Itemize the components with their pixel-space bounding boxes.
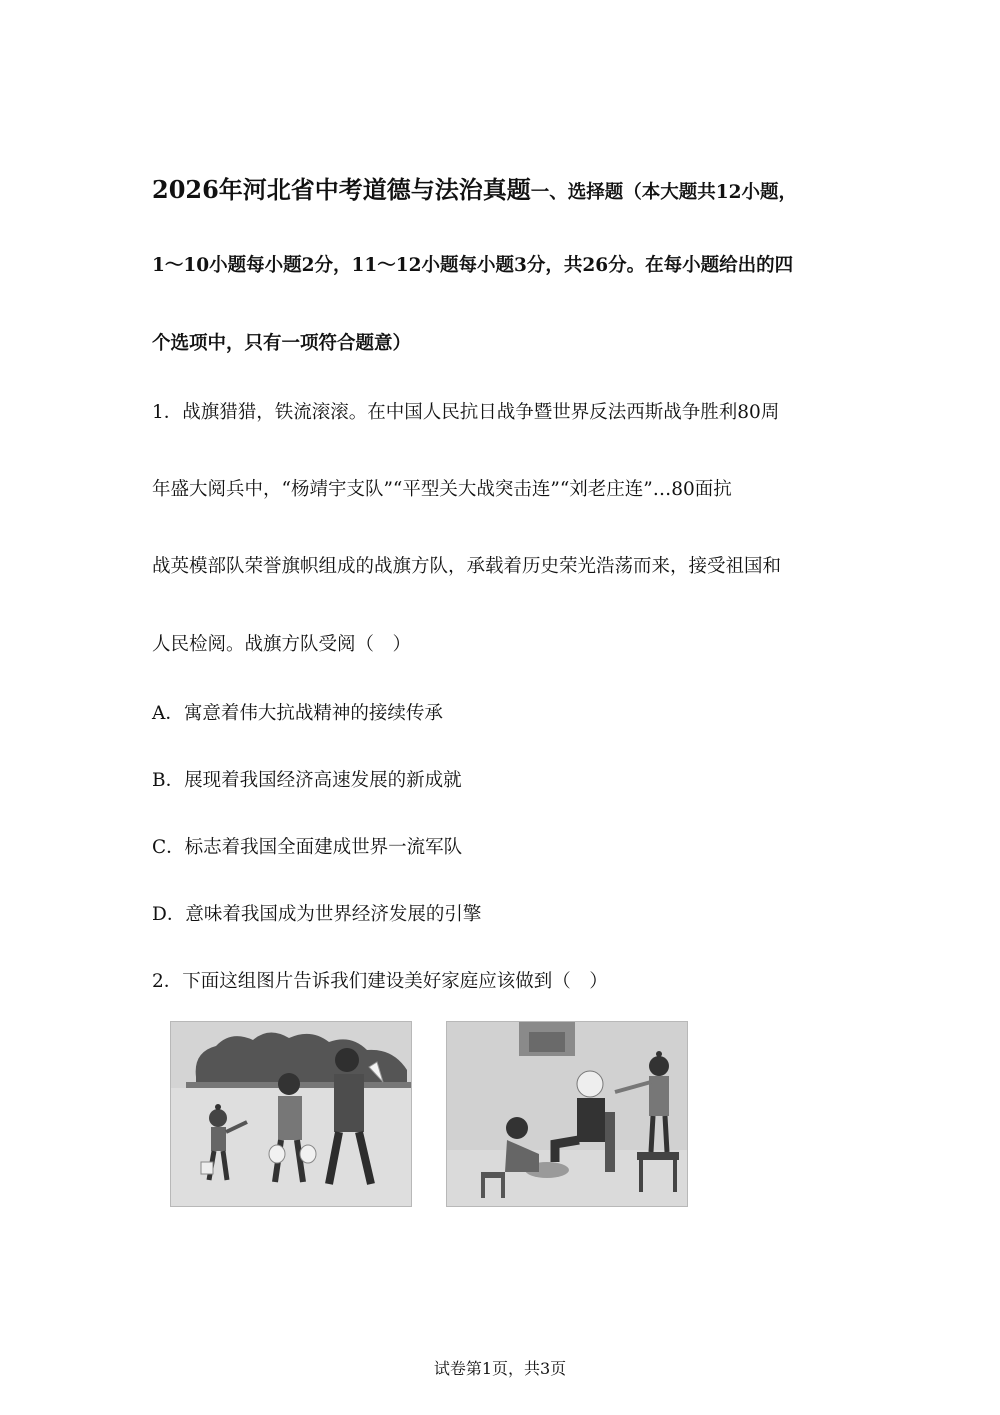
section-heading-line-1: 一、选择题（本大题共12小题， xyxy=(530,182,798,203)
question-1-option-a: A．寓意着伟大抗战精神的接续传承 xyxy=(152,703,443,724)
page-footer: 试卷第1页，共3页 xyxy=(433,1359,567,1378)
family-cleanup-illustration xyxy=(170,1021,412,1207)
question-1-line-4: 人民检阅。战旗方队受阅（ ） xyxy=(152,634,412,655)
question-2-stem: 2．下面这组图片告诉我们建设美好家庭应该做到（ ） xyxy=(152,971,608,992)
question-1-option-c: C．标志着我国全面建成世界一流军队 xyxy=(152,837,463,858)
exam-title: 2026年河北省中考道德与法治真题 xyxy=(152,175,531,204)
question-1-option-d: D．意味着我国成为世界经济发展的引擎 xyxy=(152,904,482,925)
question-1-line-1: 1．战旗猎猎，铁流滚滚。在中国人民抗日战争暨世界反法西斯战争胜利80周 xyxy=(152,402,780,423)
question-1-line-2: 年盛大阅兵中，“杨靖宇支队”“平型关大战突击连”“刘老庄连”…80面抗 xyxy=(152,479,732,500)
caring-for-elder-illustration xyxy=(446,1021,688,1207)
section-heading-line-2: 1～10小题每小题2分，11～12小题每小题3分，共26分。在每小题给出的四 xyxy=(152,255,794,276)
exam-heading xyxy=(152,170,797,205)
question-1-line-3: 战英模部队荣誉旗帜组成的战旗方队，承载着历史荣光浩荡而来，接受祖国和 xyxy=(152,556,782,577)
section-heading-line-3: 个选项中，只有一项符合题意） xyxy=(152,333,412,354)
question-1-option-b: B．展现着我国经济高速发展的新成就 xyxy=(152,770,462,791)
